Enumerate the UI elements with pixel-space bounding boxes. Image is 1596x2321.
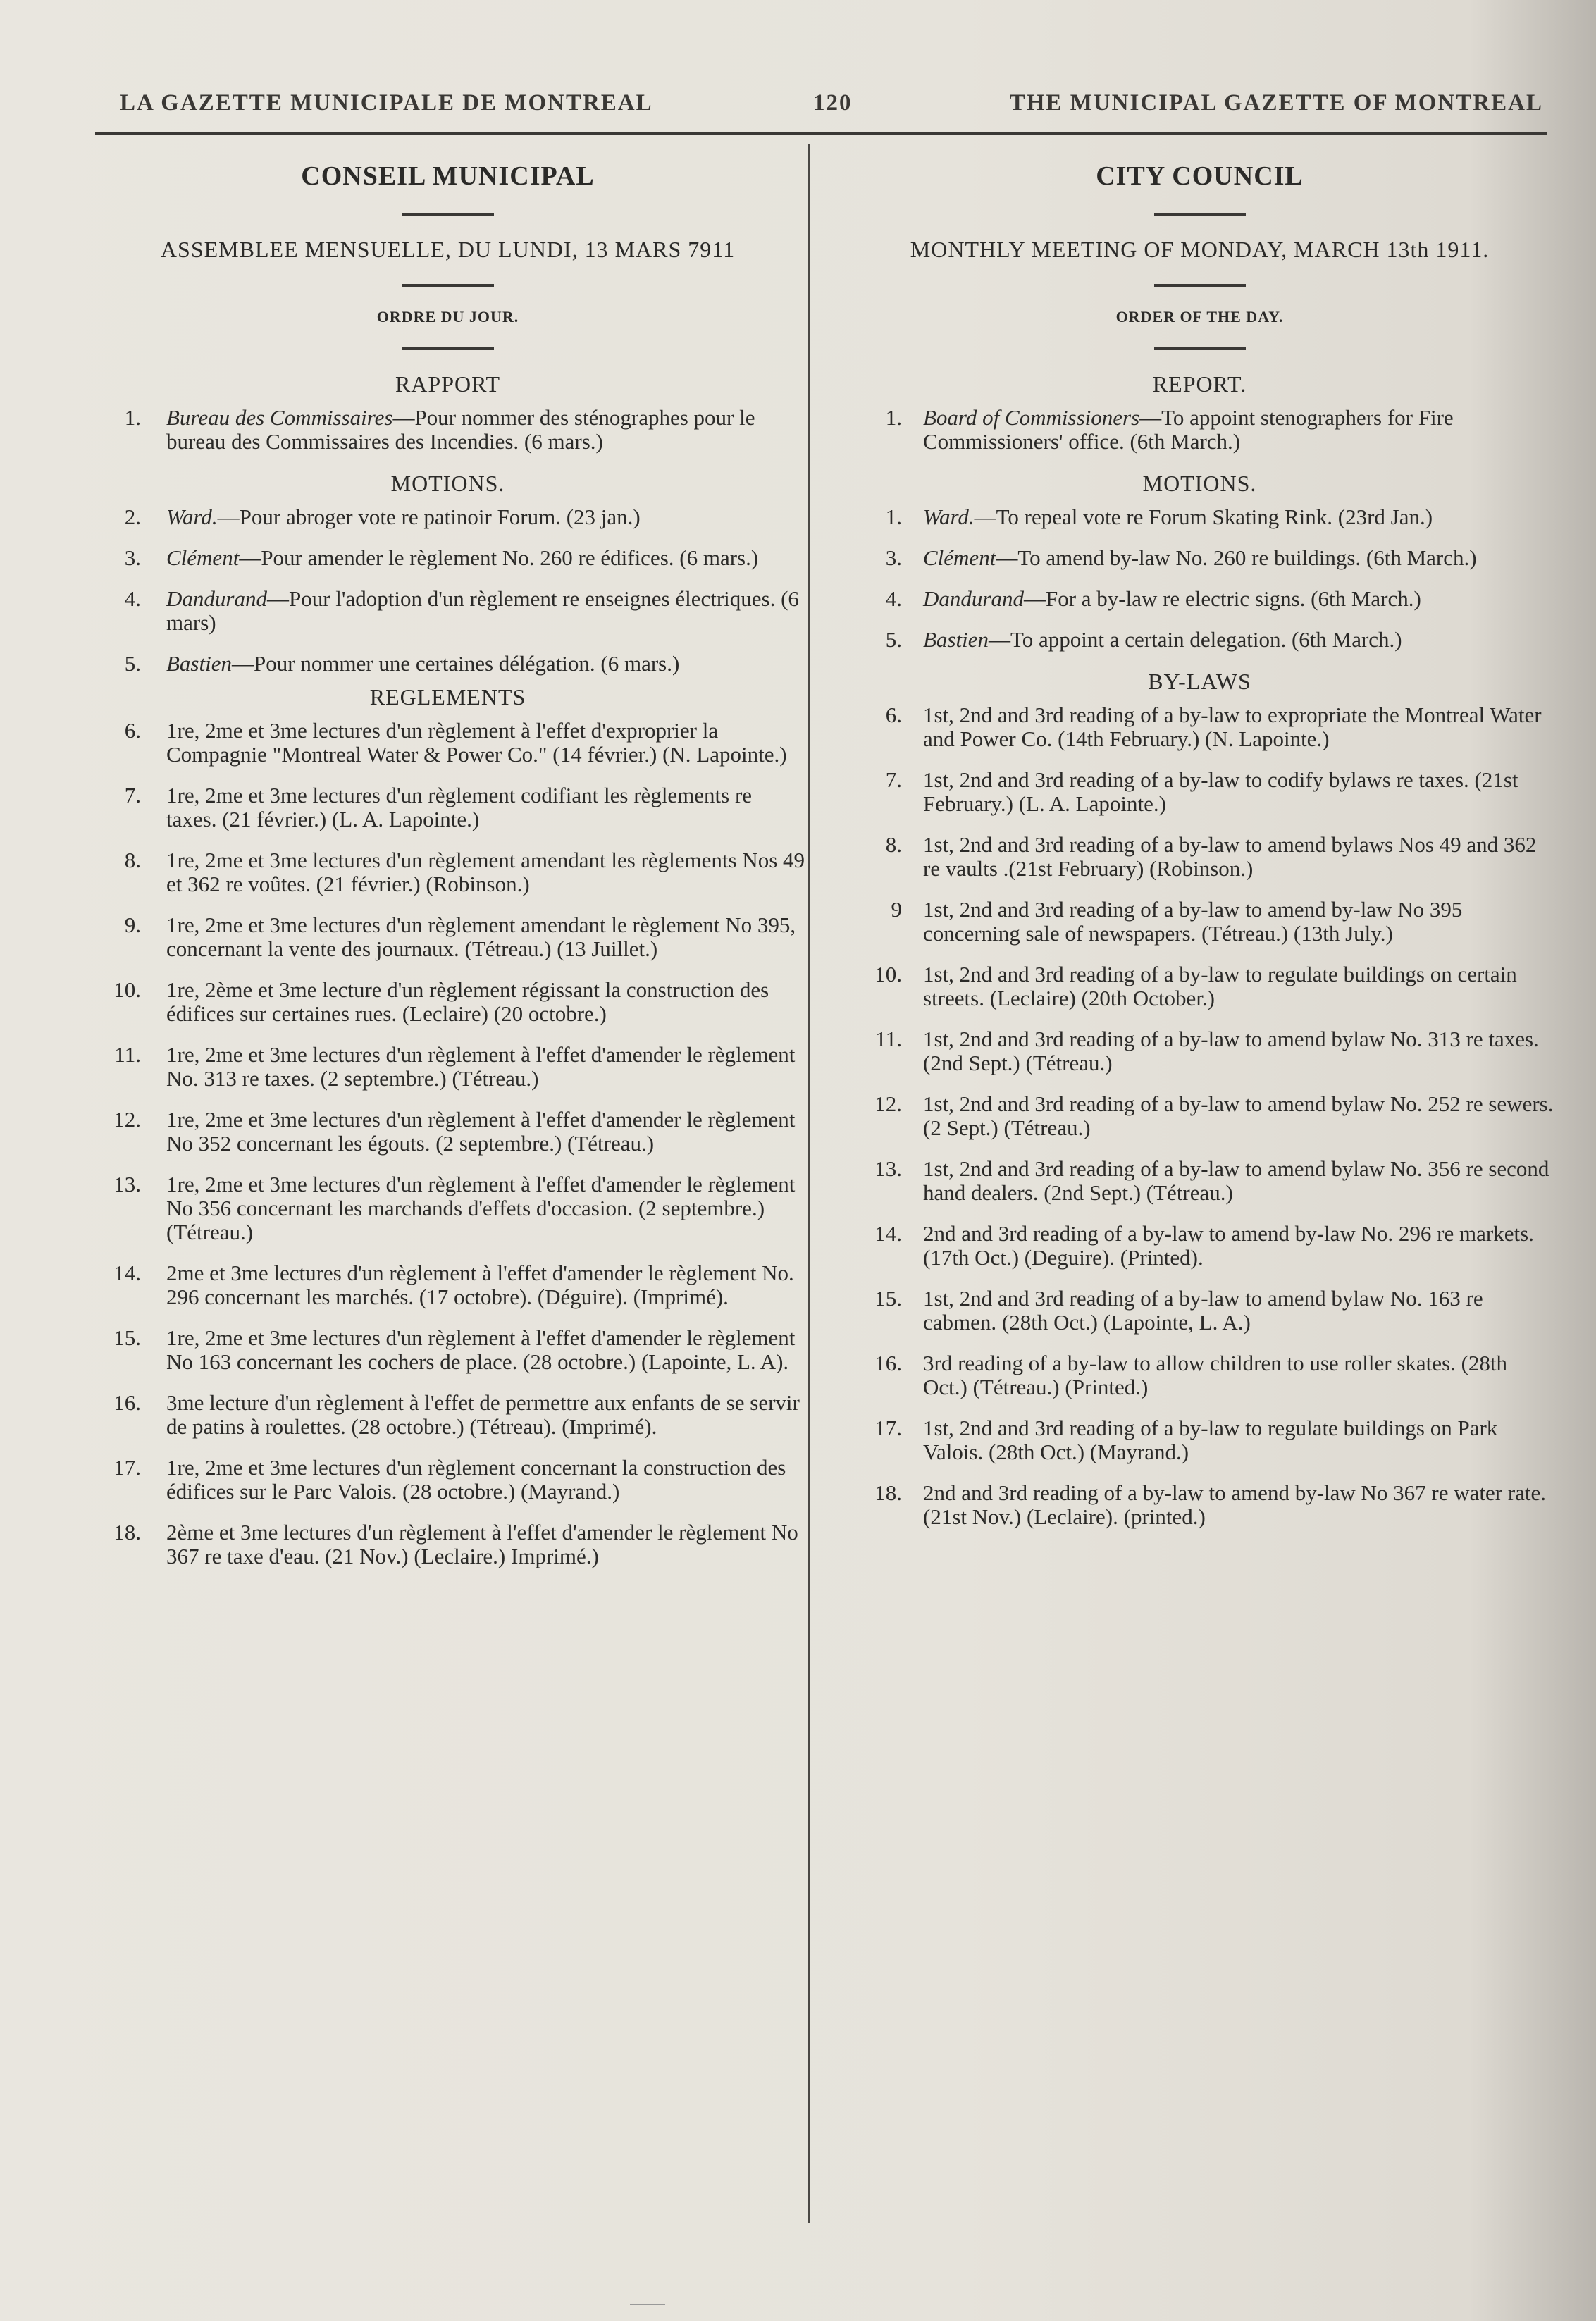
item-mover-name: Bastien <box>923 627 989 652</box>
agenda-item <box>846 703 1554 751</box>
french-bylaws-heading: REGLEMENTS <box>369 684 526 710</box>
agenda-item <box>846 1222 1554 1270</box>
divider-rule <box>402 284 494 287</box>
page-number: 120 <box>813 90 853 116</box>
item-number: 11. <box>875 1027 902 1051</box>
agenda-item <box>846 587 1554 611</box>
agenda-item <box>90 505 805 529</box>
item-text: —Pour nommer une certaines délégation. (6 mars.) <box>232 651 680 676</box>
divider-rule <box>1154 213 1246 216</box>
french-column <box>90 141 805 1585</box>
item-number: 10. <box>113 977 141 1002</box>
item-text: 1st, 2nd and 3rd reading of a by-law to expropriate the Montreal Water and Power Co. (14th February.) (N. Lapointe.) <box>923 703 1542 751</box>
item-text: 3rd reading of a by-law to allow children to use roller skates. (28th Oct.) (Tétreau.) (Printed.) <box>923 1351 1508 1399</box>
item-text: 1st, 2nd and 3rd reading of a by-law to amend bylaw No. 313 re taxes. (2nd Sept.) (Tétreau.) <box>923 1027 1539 1075</box>
item-number: 8. <box>124 848 141 872</box>
item-number: 15. <box>113 1325 141 1350</box>
french-title: CONSEIL MUNICIPAL <box>301 161 595 191</box>
item-number: 12. <box>113 1107 141 1132</box>
item-text: 1st, 2nd and 3rd reading of a by-law to amend bylaws Nos 49 and 362 re vaults .(21st February) (Robinson.) <box>923 832 1537 881</box>
item-number: 18. <box>113 1520 141 1545</box>
item-number: 1. <box>885 405 902 430</box>
footer-mark <box>630 2304 665 2305</box>
item-number: 11. <box>114 1042 141 1067</box>
agenda-item <box>846 833 1554 881</box>
agenda-item <box>846 628 1554 652</box>
item-text: 2nd and 3rd reading of a by-law to amend by-law No 367 re water rate. (21st Nov.) (Leclaire). (printed.) <box>923 1480 1547 1529</box>
item-number: 16. <box>874 1351 902 1375</box>
item-text: 1st, 2nd and 3rd reading of a by-law to amend by-law No 395 concerning sale of newspapers. (Tétreau.) (13th July.) <box>923 897 1463 946</box>
agenda-item <box>90 1261 805 1309</box>
french-report-items <box>90 406 805 454</box>
english-meeting-line: MONTHLY MEETING OF MONDAY, MARCH 13th 1911. <box>910 237 1490 262</box>
agenda-item <box>90 978 805 1026</box>
item-number: 16. <box>113 1390 141 1415</box>
item-text: 1re, 2me et 3me lectures d'un règlement à l'effet d'amender le règlement No 356 concernant les marchands d'effets d'occasion. (2 septembre.) (Tétreau.) <box>166 1172 796 1244</box>
agenda-item <box>90 1043 805 1091</box>
item-number: 1. <box>885 505 902 529</box>
item-text: —Pour abroger vote re patinoir Forum. (23 jan.) <box>217 505 641 529</box>
agenda-item <box>90 784 805 831</box>
item-text: 1re, 2me et 3me lectures d'un règlement à l'effet d'amender le règlement No. 313 re taxes. (2 septembre.) (Tétreau.) <box>166 1042 796 1091</box>
item-number: 7. <box>885 767 902 792</box>
item-number: 15. <box>874 1286 902 1311</box>
item-number: 3. <box>124 545 141 570</box>
item-text: 1re, 2me et 3me lectures d'un règlement amendant le règlement No 395, concernant la vente des journaux. (Tétreau.) (13 Juillet.) <box>166 912 796 961</box>
agenda-item <box>846 1027 1554 1075</box>
item-number: 5. <box>124 651 141 676</box>
column-divider <box>808 144 810 2223</box>
item-number: 10. <box>874 962 902 986</box>
english-motion-items <box>846 505 1554 652</box>
french-meeting-line: ASSEMBLEE MENSUELLE, DU LUNDI, 13 MARS 7911 <box>160 237 736 262</box>
item-text: 3me lecture d'un règlement à l'effet de permettre aux enfants de se servir de patins à roulettes. (28 octobre.) (Tétreau). (Imprimé). <box>166 1390 800 1439</box>
item-number: 8. <box>885 832 902 857</box>
header-left-title: LA GAZETTE MUNICIPALE DE MONTREAL <box>120 90 653 116</box>
agenda-item <box>846 1481 1554 1529</box>
agenda-item <box>846 898 1554 946</box>
french-motion-items <box>90 505 805 676</box>
item-text: 2me et 3me lectures d'un règlement à l'effet d'amender le règlement No. 296 concernant les marchés. (17 octobre). (Déguire). (Imprimé). <box>166 1261 794 1309</box>
item-number: 4. <box>885 586 902 611</box>
item-number: 4. <box>124 586 141 611</box>
item-number: 2. <box>124 505 141 529</box>
item-text: —Pour l'adoption d'un règlement re enseignes électriques. (6 mars) <box>166 586 799 635</box>
agenda-item <box>90 719 805 767</box>
item-text: 1re, 2me et 3me lectures d'un règlement codifiant les règlements re taxes. (21 février.) (L. A. Lapointe.) <box>166 783 753 831</box>
item-text: 1re, 2ème et 3me lecture d'un règlement régissant la construction des édifices sur certaines rues. (Leclaire) (20 octobre.) <box>166 977 769 1026</box>
item-text: 1st, 2nd and 3rd reading of a by-law to amend bylaw No. 163 re cabmen. (28th Oct.) (Lapointe, L. A.) <box>923 1286 1483 1335</box>
agenda-item <box>90 1521 805 1568</box>
item-number: 7. <box>124 783 141 807</box>
french-motions-heading: MOTIONS. <box>390 471 505 496</box>
item-text: —For a by-law re electric signs. (6th March.) <box>1023 586 1421 611</box>
english-order-heading: ORDER OF THE DAY. <box>1115 308 1284 326</box>
item-mover-name: Dandurand <box>166 586 267 611</box>
agenda-item <box>90 913 805 961</box>
english-title: CITY COUNCIL <box>1096 161 1304 191</box>
item-text: 2nd and 3rd reading of a by-law to amend by-law No. 296 re markets. (17th Oct.) (Deguire). (Printed). <box>923 1221 1534 1270</box>
item-text: 1re, 2me et 3me lectures d'un règlement à l'effet d'amender le règlement No 352 concernant les égouts. (2 septembre.) (Tétreau.) <box>166 1107 796 1156</box>
agenda-item <box>90 1391 805 1439</box>
item-number: 12. <box>874 1091 902 1116</box>
agenda-item <box>846 546 1554 570</box>
agenda-item <box>90 406 805 454</box>
english-bylaw-items <box>846 703 1554 1529</box>
agenda-item <box>846 1092 1554 1140</box>
item-number: 5. <box>885 627 902 652</box>
item-mover-name: Ward. <box>923 505 975 529</box>
agenda-item <box>90 587 805 635</box>
french-report-heading: RAPPORT <box>395 371 501 397</box>
item-number: 9. <box>124 912 141 937</box>
item-text: 1re, 2me et 3me lectures d'un règlement à l'effet d'exproprier la Compagnie "Montreal Water & Power Co." (14 février.) (N. Lapointe.) <box>166 718 787 767</box>
item-number: 17. <box>874 1416 902 1440</box>
agenda-item <box>90 1108 805 1156</box>
item-text: —Pour nommer des sténographes pour le bureau des Commissaires des Incendies. (6 mars.) <box>166 405 755 454</box>
item-number: 13. <box>113 1172 141 1196</box>
agenda-item <box>846 505 1554 529</box>
agenda-item <box>90 1326 805 1374</box>
item-mover-name: Ward. <box>166 505 218 529</box>
item-text: —To appoint a certain delegation. (6th March.) <box>989 627 1402 652</box>
item-mover-name: Bureau des Commissaires <box>166 405 393 430</box>
item-text: —To appoint stenographers for Fire Commissioners' office. (6th March.) <box>923 405 1454 454</box>
french-order-heading: ORDRE DU JOUR. <box>376 308 519 326</box>
item-text: 1re, 2me et 3me lectures d'un règlement amendant les règlements Nos 49 et 362 re voûtes. (21 février.) (Robinson.) <box>166 848 805 896</box>
english-bylaws-heading: BY-LAWS <box>1148 669 1251 694</box>
running-header <box>92 90 1543 125</box>
agenda-item <box>846 768 1554 816</box>
item-text: 1st, 2nd and 3rd reading of a by-law to amend bylaw No. 252 re sewers. (2 Sept.) (Tétreau.) <box>923 1091 1554 1140</box>
agenda-item <box>90 1456 805 1504</box>
item-number: 3. <box>885 545 902 570</box>
header-right-title: THE MUNICIPAL GAZETTE OF MONTREAL <box>1009 90 1543 116</box>
english-report-items <box>846 406 1554 454</box>
agenda-item <box>846 1416 1554 1464</box>
item-text: 1re, 2me et 3me lectures d'un règlement à l'effet d'amender le règlement No 163 concernant les cochers de place. (28 octobre.) (Lapointe, L. A). <box>166 1325 796 1374</box>
item-number: 14. <box>113 1261 141 1285</box>
item-text: 1st, 2nd and 3rd reading of a by-law to codify bylaws re taxes. (21st February.) (L. A. Lapointe.) <box>923 767 1518 816</box>
agenda-item <box>846 1351 1554 1399</box>
header-rule <box>95 132 1547 135</box>
english-motions-heading: MOTIONS. <box>1142 471 1257 496</box>
item-text: —To repeal vote re Forum Skating Rink. (23rd Jan.) <box>974 505 1433 529</box>
english-column <box>846 141 1554 1546</box>
item-text: 2ème et 3me lectures d'un règlement à l'effet d'amender le règlement No 367 re taxe d'eau. (21 Nov.) (Leclaire.) Imprimé.) <box>166 1520 798 1568</box>
divider-rule <box>1154 284 1246 287</box>
item-mover-name: Bastien <box>166 651 232 676</box>
item-number: 18. <box>874 1480 902 1505</box>
item-text: —To amend by-law No. 260 re buildings. (6th March.) <box>996 545 1477 570</box>
item-text: 1st, 2nd and 3rd reading of a by-law to amend bylaw No. 356 re second hand dealers. (2nd Sept.) (Tétreau.) <box>923 1156 1549 1205</box>
french-bylaw-items <box>90 719 805 1568</box>
item-number: 1. <box>124 405 141 430</box>
item-number: 13. <box>874 1156 902 1181</box>
item-text: 1st, 2nd and 3rd reading of a by-law to regulate buildings on certain streets. (Leclaire) (20th October.) <box>923 962 1517 1010</box>
agenda-item <box>90 652 805 676</box>
agenda-item <box>846 1287 1554 1335</box>
item-text: —Pour amender le règlement No. 260 re édifices. (6 mars.) <box>239 545 759 570</box>
item-number: 6. <box>124 718 141 743</box>
agenda-item <box>846 406 1554 454</box>
item-mover-name: Board of Commissioners <box>923 405 1140 430</box>
item-number: 9 <box>891 897 902 922</box>
item-number: 17. <box>113 1455 141 1480</box>
agenda-item <box>90 1172 805 1244</box>
agenda-item <box>90 848 805 896</box>
item-text: 1st, 2nd and 3rd reading of a by-law to regulate buildings on Park Valois. (28th Oct.) (Mayrand.) <box>923 1416 1498 1464</box>
agenda-item <box>846 963 1554 1010</box>
item-number: 6. <box>885 703 902 727</box>
agenda-item <box>90 546 805 570</box>
item-mover-name: Clément <box>923 545 996 570</box>
english-report-heading: REPORT. <box>1152 371 1247 397</box>
divider-rule <box>402 213 494 216</box>
divider-rule <box>402 347 494 350</box>
item-mover-name: Clément <box>166 545 240 570</box>
item-mover-name: Dandurand <box>923 586 1024 611</box>
item-text: 1re, 2me et 3me lectures d'un règlement concernant la construction des édifices sur le Parc Valois. (28 octobre.) (Mayrand.) <box>166 1455 786 1504</box>
agenda-item <box>846 1157 1554 1205</box>
item-number: 14. <box>874 1221 902 1246</box>
divider-rule <box>1154 347 1246 350</box>
